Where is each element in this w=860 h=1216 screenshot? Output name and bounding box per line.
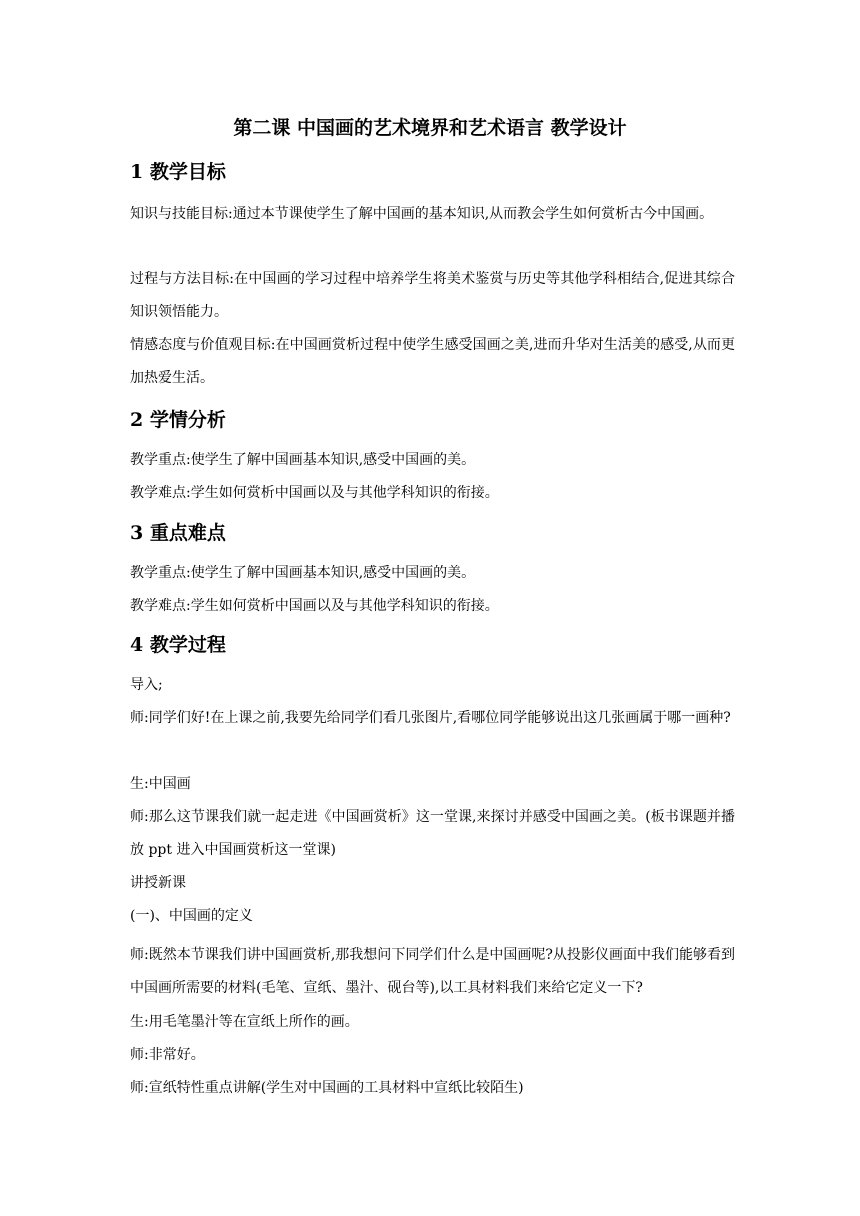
section-heading-analysis: 2 学情分析 [130,409,226,431]
paragraph-teacher-4: 师:非常好。 [130,1047,205,1063]
paragraph-attitude-objective: 情感态度与价值观目标:在中国画赏析过程中使学生感受国画之美,进而升华对生活美的感受,从而更加热爱生活。 [130,337,735,386]
paragraph-teacher-1: 师:同学们好!在上课之前,我要先给同学们看几张图片,看哪位同学能够说出这几张画属于哪一画种? [130,710,731,726]
paragraph-analysis-difficulty: 教学难点:学生如何赏析中国画以及与其他学科知识的衔接。 [130,485,499,501]
paragraph-key-difficulty: 教学难点:学生如何赏析中国画以及与其他学科知识的衔接。 [130,598,499,614]
paragraph-analysis-focus: 教学重点:使学生了解中国画基本知识,感受中国画的美。 [130,452,476,468]
paragraph-teacher-5: 师:宣纸特性重点讲解(学生对中国画的工具材料中宣纸比较陌生) [130,1080,524,1096]
paragraph-teacher-3: 师:既然本节课我们讲中国画赏析,那我想问下同学们什么是中国画呢?从投影仪画面中我们能够看到中国画所需要的材料(毛笔、宣纸、墨汁、砚台等),以工具材料我们来给它定义一下? [130,947,735,996]
paragraph-knowledge-objective: 知识与技能目标:通过本节课使学生了解中国画的基本知识,从而教会学生如何赏析古今中国画。 [130,206,714,222]
paragraph-new-lesson: 讲授新课 [130,875,186,891]
paragraph-intro: 导入; [130,677,163,693]
document-title: 第二课 中国画的艺术境界和艺术语言 教学设计 [233,117,627,139]
paragraph-student-1: 生:中国画 [130,776,191,792]
paragraph-process-objective: 过程与方法目标:在中国画的学习过程中培养学生将美术鉴赏与历史等其他学科相结合,促进其综合知识领悟能力。 [130,271,735,320]
section-heading-process: 4 教学过程 [130,634,226,656]
paragraph-key-focus: 教学重点:使学生了解中国画基本知识,感受中国画的美。 [130,565,476,581]
paragraph-student-2: 生:用毛笔墨汁等在宣纸上所作的画。 [130,1014,359,1030]
paragraph-subheading-definition: (一)、中国画的定义 [130,908,253,924]
section-heading-key-points: 3 重点难点 [130,522,226,544]
paragraph-teacher-2: 师:那么这节课我们就一起走进《中国画赏析》这一堂课,来探讨并感受中国画之美。(板书课题并播放 ppt 进入中国画赏析这一堂课) [130,809,735,858]
section-heading-objectives: 1 教学目标 [130,161,226,183]
